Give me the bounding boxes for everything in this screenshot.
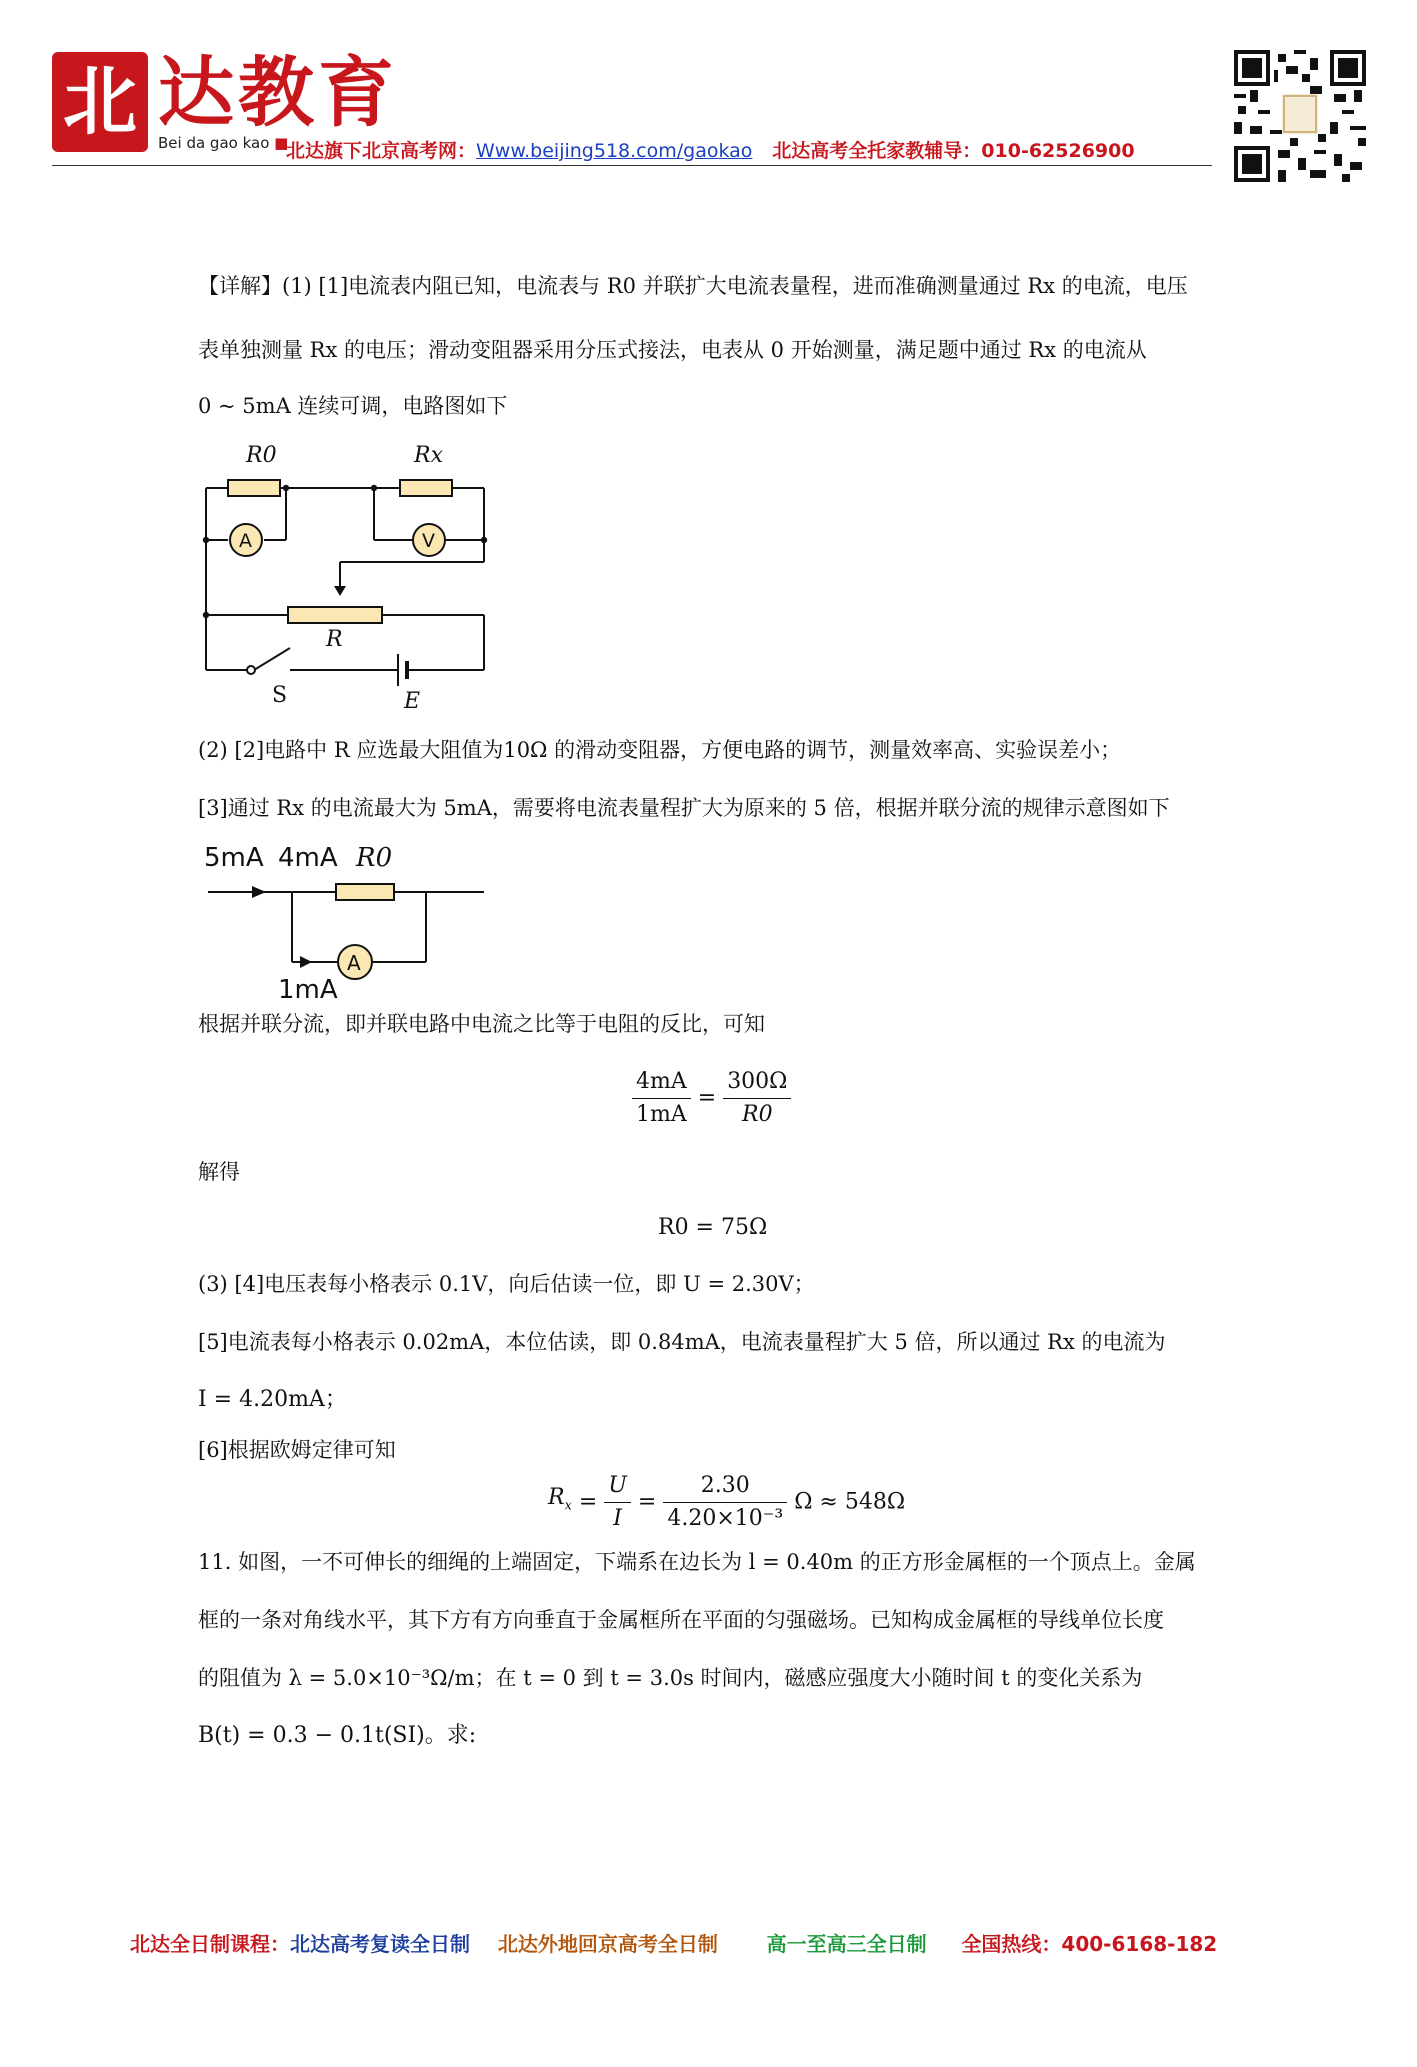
label-a-2: A: [347, 951, 361, 975]
header-info: [286, 136, 1135, 163]
question-11-line-3: 的阻值为 λ = 5.0×10⁻³Ω/m；在 t = 0 到 t = 3.0s 时间内，磁感应强度大小随时间 t 的变化关系为: [198, 1666, 1143, 1690]
solution-line-4: (2) [2]电路中 R 应选最大阻值为10Ω 的滑动变阻器，方便电路的调节，测量效率高、实验误差小；: [198, 738, 1122, 762]
header-url-link[interactable]: Www.beijing518.com/gaokao: [476, 140, 753, 162]
label-s: S: [272, 683, 288, 708]
qr-code-icon: [1234, 50, 1366, 182]
label-r0-2: R0: [356, 843, 393, 873]
circuit-diagram-2: [196, 832, 496, 1002]
header-info-prefix: 北达旗下北京高考网：: [286, 140, 477, 162]
logo-char: 北: [63, 59, 137, 145]
solution-line-8: (3) [4]电压表每小格表示 0.1V，向后估读一位，即 U = 2.30V；: [198, 1272, 815, 1296]
label-rx: Rx: [414, 443, 443, 468]
label-5ma: 5mA: [204, 843, 264, 873]
solution-line-9: [5]电流表每小格表示 0.02mA，本位估读，即 0.84mA，电流表量程扩大 5 倍，所以通过 Rx 的电流为: [198, 1330, 1166, 1354]
footer-bar: [130, 1928, 1217, 1957]
label-a: A: [239, 530, 252, 552]
label-r0: R0: [246, 443, 277, 468]
footer-courses-label: 北达全日制课程：: [130, 1932, 290, 1956]
resistor-r0-2: [336, 884, 394, 900]
footer-course-2[interactable]: 北达外地回京高考全日制: [497, 1932, 718, 1956]
logo-pinyin: Bei da gao kao ■: [158, 134, 289, 152]
equation-rx: $R_x$ = $\frac{U}{I}$ = $\frac{2.30}{\text{4.20×10⁻³}}$ Ω ≈ 548Ω: [548, 1470, 905, 1535]
label-e: E: [404, 689, 421, 714]
label-1ma: 1mA: [278, 975, 338, 1002]
solution-line-3: 0 ~ 5mA 连续可调，电路图如下: [198, 394, 508, 418]
resistor-r0: [228, 480, 280, 496]
solution-line-2: 表单独测量 Rx 的电压；滑动变阻器采用分压式接法，电表从 0 开始测量，满足题中通过 Rx 的电流从: [198, 338, 1147, 362]
label-4ma: 4mA: [278, 843, 338, 873]
logo-name: 达教育: [158, 48, 398, 137]
solution-line-5: [3]通过 Rx 的电流最大为 5mA，需要将电流表量程扩大为原来的 5 倍，根据并联分流的规律示意图如下: [198, 796, 1170, 820]
question-11-line-2: 框的一条对角线水平，其下方有方向垂直于金属框所在平面的匀强磁场。已知构成金属框的导线单位长度: [198, 1608, 1164, 1632]
solution-line-11: [6]根据欧姆定律可知: [198, 1438, 396, 1462]
rheostat-r: [288, 607, 382, 623]
footer-course-3[interactable]: 高一至高三全日制: [766, 1932, 927, 1956]
solution-line-10: I = 4.20mA；: [198, 1387, 347, 1412]
footer-course-1[interactable]: 北达高考复读全日制: [290, 1932, 470, 1956]
label-r: R: [326, 627, 343, 652]
footer-hotline: 全国热线：400-6168-182: [961, 1932, 1218, 1956]
solution-line-1: 【详解】(1) [1]电流表内阻已知，电流表与 R0 并联扩大电流表量程，进而准确测量通过 Rx 的电流，电压: [198, 274, 1188, 298]
solution-line-6: 根据并联分流，即并联电路中电流之比等于电阻的反比，可知: [198, 1012, 765, 1036]
header-divider: [52, 165, 1212, 166]
switch-icon: [247, 666, 255, 674]
question-11-line-4: B(t) = 0.3 − 0.1t(SI)。求:: [198, 1723, 477, 1748]
equation-ratio: $\frac{4mA}{1mA}$ = $\frac{300\Omega}{R0}$: [632, 1066, 791, 1131]
header-info-suffix: 北达高考全托家教辅导：010-62526900: [772, 140, 1135, 162]
question-11-line-1: 11. 如图，一不可伸长的细绳的上端固定，下端系在边长为 l = 0.40m 的正方形金属框的一个顶点上。金属: [198, 1550, 1196, 1574]
label-v: V: [422, 530, 435, 552]
equation-r0: R0 = 75Ω: [658, 1215, 768, 1240]
circuit-diagram-1: [190, 432, 500, 720]
solution-line-7: 解得: [198, 1160, 240, 1184]
resistor-rx: [400, 480, 452, 496]
